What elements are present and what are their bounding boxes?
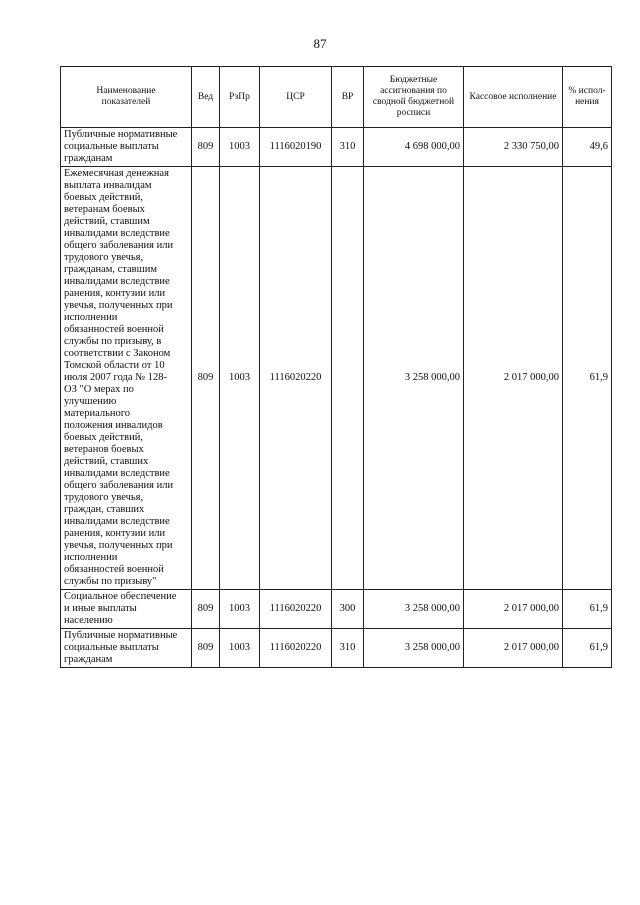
header-budget: Бюджетные ассигнования по сводной бюджетной росписи <box>364 67 464 128</box>
header-row <box>61 67 612 128</box>
row-csr: 1116020190 <box>260 128 332 167</box>
row-vr: 310 <box>332 629 364 668</box>
row-cash: 2 017 000,00 <box>464 167 563 590</box>
row-cash: 2 330 750,00 <box>464 128 563 167</box>
row-rzpr: 1003 <box>220 629 260 668</box>
row-cash: 2 017 000,00 <box>464 629 563 668</box>
budget-table <box>60 66 612 668</box>
row-csr: 1116020220 <box>260 167 332 590</box>
row-percent: 61,9 <box>563 590 612 629</box>
row-rzpr: 1003 <box>220 128 260 167</box>
row-csr: 1116020220 <box>260 629 332 668</box>
row-vr <box>332 167 364 590</box>
row-budget: 3 258 000,00 <box>364 590 464 629</box>
row-ved: 809 <box>192 167 220 590</box>
header-name: Наименование показателей <box>61 67 192 128</box>
row-vr: 310 <box>332 128 364 167</box>
row-name: Публичные нормативные социальные выплаты гражданам <box>61 629 192 668</box>
table-row <box>61 128 612 167</box>
header-ved: Вед <box>192 67 220 128</box>
row-ved: 809 <box>192 590 220 629</box>
row-rzpr: 1003 <box>220 167 260 590</box>
header-vr: ВР <box>332 67 364 128</box>
header-rzpr: РзПр <box>220 67 260 128</box>
row-ved: 809 <box>192 128 220 167</box>
page-number: 87 <box>313 36 327 51</box>
row-budget: 3 258 000,00 <box>364 167 464 590</box>
row-cash: 2 017 000,00 <box>464 590 563 629</box>
row-percent: 61,9 <box>563 167 612 590</box>
table-row <box>61 629 612 668</box>
row-ved: 809 <box>192 629 220 668</box>
header-csr: ЦСР <box>260 67 332 128</box>
row-name: Публичные нормативные социальные выплаты гражданам <box>61 128 192 167</box>
header-percent: % испол-нения <box>563 67 612 128</box>
table-row <box>61 590 612 629</box>
row-percent: 61,9 <box>563 629 612 668</box>
row-csr: 1116020220 <box>260 590 332 629</box>
row-name: Социальное обеспечение и иные выплаты населению <box>61 590 192 629</box>
row-vr: 300 <box>332 590 364 629</box>
row-name: Ежемесячная денежная выплата инвалидам боевых действий, ветеранам боевых действий, ставшим инвалидами вследствие общего заболевания или трудового увечья, гражданам, ставшим инвалидами вследствие ранения, контузии или увечья, полученных при исполнении обязанностей военной службы по призыву, в соответствии с Законом Томской области от 10 июля 2007 года № 128- ОЗ "О мерах по улучшению материального положения инвалидов боевых действий, ветеранов боевых действий, ставших инвалидами вследствие общего заболевания или трудового увечья, граждан, ставших инвалидами вследствие ранения, контузии или увечья, полученных при исполнении обязанностей военной службы по призыву" <box>61 167 192 590</box>
header-cash: Кассовое исполнение <box>464 67 563 128</box>
row-rzpr: 1003 <box>220 590 260 629</box>
row-budget: 3 258 000,00 <box>364 629 464 668</box>
row-budget: 4 698 000,00 <box>364 128 464 167</box>
row-percent: 49,6 <box>563 128 612 167</box>
table-row <box>61 167 612 590</box>
